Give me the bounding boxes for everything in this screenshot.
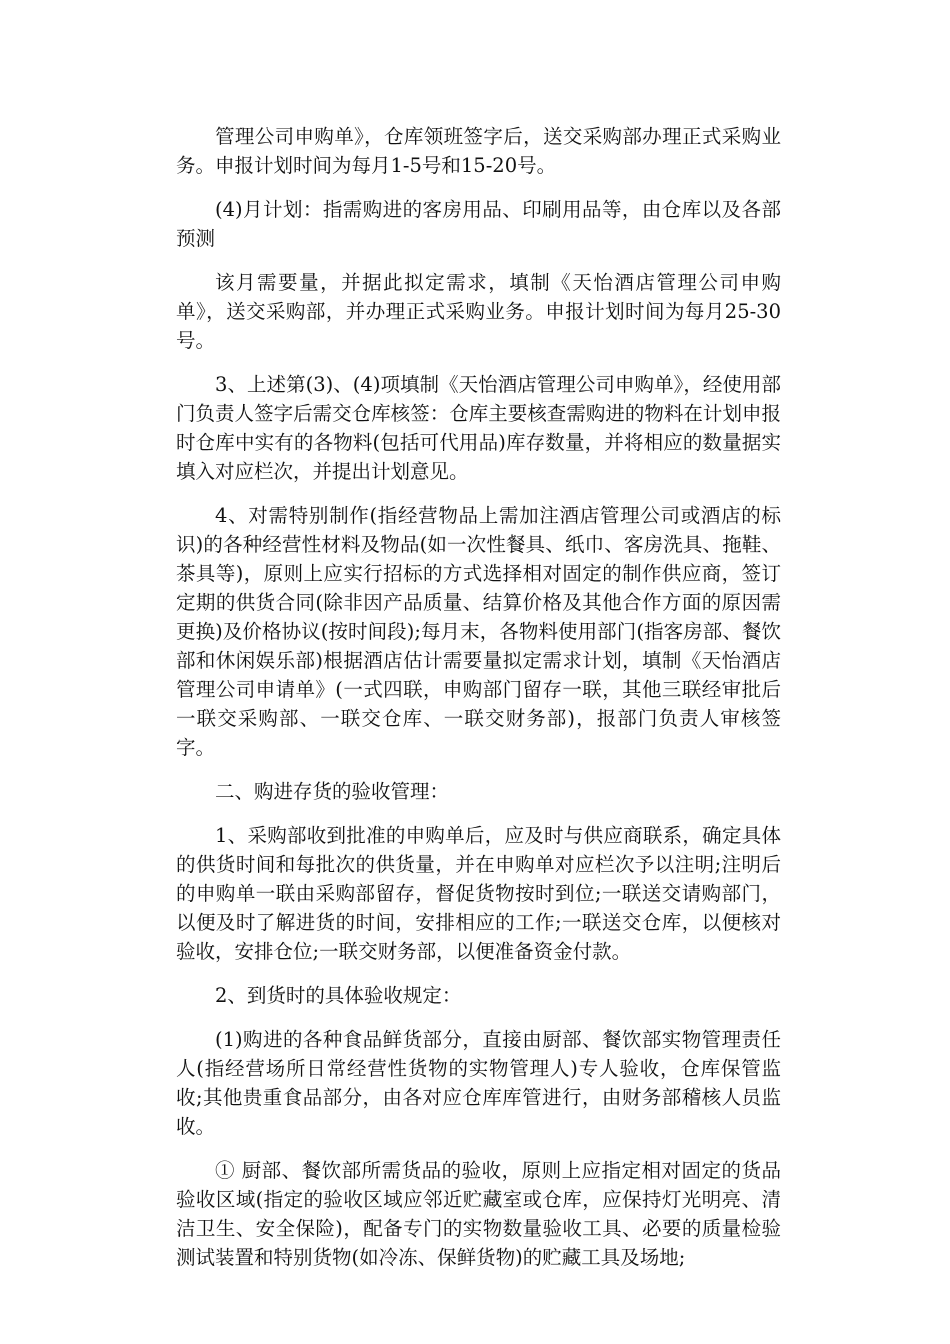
paragraph: (4)月计划：指需购进的客房用品、印刷用品等，由仓库以及各部预测 xyxy=(176,198,781,250)
paragraph: (1)购进的各种食品鲜货部分，直接由厨部、餐饮部实物管理责任人(指经营场所日常经营性货物的实物管理人)专人验收，仓库保管监收;其他贵重食品部分，由各对应仓库库管进行，由财务部稽核人员监收。 xyxy=(176,1028,781,1138)
paragraph: 4、对需特别制作(指经营物品上需加注酒店管理公司或酒店的标识)的各种经营性材料及物品(如一次性餐具、纸巾、客房洗具、拖鞋、茶具等)，原则上应实行招标的方式选择相对固定的制作供应商，签订定期的供货合同(除非因产品质量、结算价格及其他合作方面的原因需更换)及价格协议(按时间段);每月末，各物料使用部门(指客房部、餐饮部和休闲娱乐部)根据酒店估计需要量拟定需求计划，填制《天怡酒店管理公司申请单》(一式四联，申购部门留存一联，其他三联经审批后一联交采购部、一联交仓库、一联交财务部)，报部门负责人审核签字。 xyxy=(176,504,781,759)
paragraph: 2、到货时的具体验收规定： xyxy=(215,984,462,1007)
section-heading: 二、购进存货的验收管理： xyxy=(215,780,450,803)
paragraph: 管理公司申购单》，仓库领班签字后，送交采购部办理正式采购业务。申报计划时间为每月1-5号和15-20号。 xyxy=(176,125,781,177)
paragraph: 1、采购部收到批准的申购单后，应及时与供应商联系，确定具体的供货时间和每批次的供货量，并在申购单对应栏次予以注明;注明后的申购单一联由采购部留存，督促货物按时到位;一联送交请购部门，以便及时了解进货的时间，安排相应的工作;一联送交仓库，以便核对验收，安排仓位;一联交财务部，以便准备资金付款。 xyxy=(176,824,781,963)
paragraph: 该月需要量，并据此拟定需求，填制《天怡酒店管理公司申购单》，送交采购部，并办理正式采购业务。申报计划时间为每月25-30号。 xyxy=(176,271,781,352)
paragraph: ① 厨部、餐饮部所需货品的验收，原则上应指定相对固定的货品验收区域(指定的验收区域应邻近贮藏室或仓库，应保持灯光明亮、清洁卫生、安全保险)，配备专门的实物数量验收工具、必要的质量检验测试装置和特别货物(如冷冻、保鲜货物)的贮藏工具及场地; xyxy=(176,1159,781,1269)
paragraph: 3、上述第(3)、(4)项填制《天怡酒店管理公司申购单》，经使用部门负责人签字后需交仓库核签：仓库主要核查需购进的物料在计划申报时仓库中实有的各物料(包括可代用品)库存数量，并将相应的数量据实填入对应栏次，并提出计划意见。 xyxy=(176,373,781,483)
document-body xyxy=(176,122,781,1287)
